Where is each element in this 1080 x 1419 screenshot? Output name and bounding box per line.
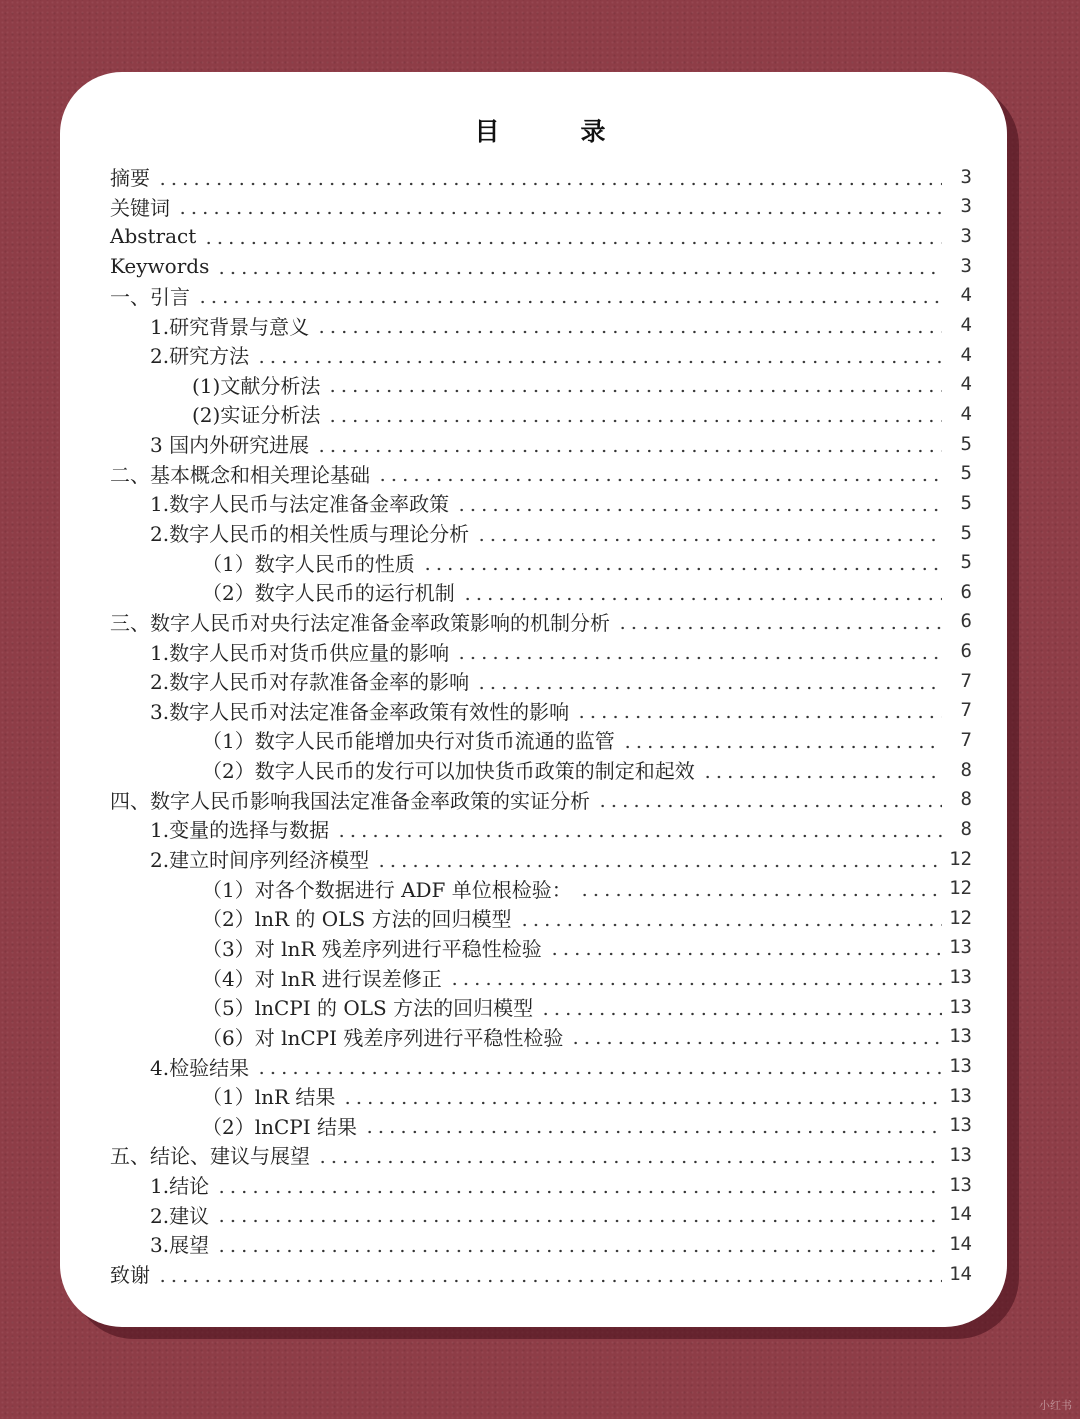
- toc-entry-page-number: 8: [960, 817, 972, 840]
- dot-leader: [619, 729, 942, 751]
- table-of-contents: [110, 162, 972, 1288]
- toc-entry[interactable]: [110, 1140, 972, 1170]
- dot-leader: [576, 877, 942, 899]
- toc-entry-page-number: 4: [960, 314, 972, 337]
- toc-entry-page-number: 13: [949, 1084, 972, 1107]
- dot-leader: [313, 314, 942, 336]
- toc-entry-page-number: 6: [960, 640, 972, 663]
- toc-entry-page-number: 13: [949, 966, 972, 989]
- toc-entry[interactable]: [110, 1199, 972, 1229]
- toc-entry-page-number: 13: [949, 1143, 972, 1166]
- toc-entry-label: （2）lnCPI 结果: [202, 1111, 361, 1140]
- dot-leader: [174, 195, 942, 217]
- toc-entry-page-number: 4: [960, 343, 972, 366]
- toc-entry-page-number: 13: [949, 1114, 972, 1137]
- toc-entry-page-number: 12: [949, 877, 972, 900]
- toc-entry-label: Keywords: [110, 254, 213, 278]
- toc-entry[interactable]: [110, 784, 972, 814]
- toc-entry-label: 2.数字人民币的相关性质与理论分析: [150, 518, 473, 547]
- toc-entry-page-number: 5: [960, 491, 972, 514]
- dot-leader: [154, 166, 942, 188]
- toc-entry-label: (1)文献分析法: [192, 370, 324, 399]
- toc-entry[interactable]: [110, 1051, 972, 1081]
- toc-entry-page-number: 4: [960, 373, 972, 396]
- toc-entry[interactable]: [110, 221, 972, 251]
- toc-entry-label: （1）lnR 结果: [202, 1081, 339, 1110]
- toc-entry-page-number: 3: [960, 195, 972, 218]
- toc-entry[interactable]: [110, 518, 972, 548]
- toc-entry[interactable]: [110, 636, 972, 666]
- dot-leader: [154, 1263, 942, 1285]
- dot-leader: [594, 788, 942, 810]
- toc-entry-label: 摘要: [110, 162, 154, 191]
- toc-entry-label: Abstract: [110, 224, 200, 248]
- toc-entry-label: 五、结论、建议与展望: [110, 1140, 314, 1169]
- toc-entry-label: 3 国内外研究进展: [150, 429, 313, 458]
- toc-entry[interactable]: [110, 1022, 972, 1052]
- dot-leader: [699, 759, 942, 781]
- toc-entry[interactable]: [110, 666, 972, 696]
- toc-entry-label: 1.研究背景与意义: [150, 311, 313, 340]
- toc-entry-label: 3.展望: [150, 1229, 213, 1258]
- toc-entry[interactable]: [110, 399, 972, 429]
- toc-entry-page-number: 13: [949, 936, 972, 959]
- toc-entry[interactable]: [110, 696, 972, 726]
- toc-entry[interactable]: [110, 962, 972, 992]
- toc-entry[interactable]: [110, 1081, 972, 1111]
- toc-entry-label: （1）对各个数据进行 ADF 单位根检验：: [202, 874, 576, 903]
- toc-entry-page-number: 13: [949, 995, 972, 1018]
- toc-entry-label: 4.检验结果: [150, 1052, 253, 1081]
- toc-entry-page-number: 13: [949, 1025, 972, 1048]
- toc-entry-label: 四、数字人民币影响我国法定准备金率政策的实证分析: [110, 785, 594, 814]
- toc-entry-label: （5）lnCPI 的 OLS 方法的回归模型: [202, 992, 537, 1021]
- dot-leader: [194, 284, 942, 306]
- dot-leader: [374, 462, 942, 484]
- toc-entry[interactable]: [110, 1259, 972, 1289]
- toc-entry-page-number: 5: [960, 551, 972, 574]
- toc-entry-page-number: 8: [960, 758, 972, 781]
- toc-entry-page-number: 3: [960, 225, 972, 248]
- toc-entry-page-number: 14: [949, 1232, 972, 1255]
- dot-leader: [537, 996, 942, 1018]
- toc-entry[interactable]: [110, 725, 972, 755]
- dot-leader: [339, 1085, 942, 1107]
- toc-entry-label: （1）数字人民币的性质: [202, 548, 419, 577]
- toc-entry-page-number: 12: [949, 847, 972, 870]
- dot-leader: [373, 848, 942, 870]
- dot-leader: [419, 551, 942, 573]
- toc-entry-label: 二、基本概念和相关理论基础: [110, 459, 374, 488]
- toc-entry-label: 2.数字人民币对存款准备金率的影响: [150, 666, 473, 695]
- toc-entry-label: 2.建议: [150, 1200, 213, 1229]
- toc-entry[interactable]: [110, 903, 972, 933]
- toc-entry-label: 3.数字人民币对法定准备金率政策有效性的影响: [150, 696, 573, 725]
- toc-entry-label: 三、数字人民币对央行法定准备金率政策影响的机制分析: [110, 607, 614, 636]
- dot-leader: [333, 818, 942, 840]
- toc-entry-label: 1.结论: [150, 1170, 213, 1199]
- dot-leader: [213, 1233, 942, 1255]
- dot-leader: [324, 373, 942, 395]
- toc-entry[interactable]: [110, 577, 972, 607]
- toc-entry[interactable]: [110, 1229, 972, 1259]
- toc-entry-page-number: 12: [949, 906, 972, 929]
- toc-entry-page-number: 3: [960, 165, 972, 188]
- toc-entry[interactable]: [110, 458, 972, 488]
- toc-entry-page-number: 13: [949, 1055, 972, 1078]
- dot-leader: [253, 344, 942, 366]
- page-title: 目 录: [474, 117, 634, 146]
- toc-entry[interactable]: [110, 992, 972, 1022]
- watermark: 小红书: [1039, 1399, 1072, 1412]
- toc-entry[interactable]: [110, 933, 972, 963]
- dot-leader: [213, 1174, 942, 1196]
- toc-entry-label: （1）数字人民币能增加央行对货币流通的监管: [202, 725, 619, 754]
- toc-entry-page-number: 7: [960, 728, 972, 751]
- toc-entry-label: （3）对 lnR 残差序列进行平稳性检验: [202, 933, 546, 962]
- toc-entry-label: （2）数字人民币的运行机制: [202, 577, 459, 606]
- toc-entry-page-number: 6: [960, 610, 972, 633]
- toc-entry-label: 一、引言: [110, 281, 194, 310]
- toc-entry-label: 2.研究方法: [150, 340, 253, 369]
- dot-leader: [573, 699, 942, 721]
- toc-entry-page-number: 5: [960, 521, 972, 544]
- toc-entry-label: （2）数字人民币的发行可以加快货币政策的制定和起效: [202, 755, 699, 784]
- toc-entry-page-number: 13: [949, 1173, 972, 1196]
- dot-leader: [516, 907, 942, 929]
- dot-leader: [473, 670, 942, 692]
- document-card: [60, 72, 1007, 1327]
- dot-leader: [473, 522, 942, 544]
- dot-leader: [446, 966, 942, 988]
- toc-entry-label: (2)实证分析法: [192, 399, 324, 428]
- toc-entry[interactable]: [110, 488, 972, 518]
- toc-entry[interactable]: [110, 1170, 972, 1200]
- toc-entry-page-number: 4: [960, 284, 972, 307]
- toc-entry-page-number: 5: [960, 462, 972, 485]
- toc-entry-label: （4）对 lnR 进行误差修正: [202, 963, 446, 992]
- toc-entry[interactable]: [110, 281, 972, 311]
- dot-leader: [614, 610, 942, 632]
- dot-leader: [200, 225, 942, 247]
- toc-entry[interactable]: [110, 873, 972, 903]
- toc-entry[interactable]: [110, 755, 972, 785]
- toc-entry[interactable]: [110, 547, 972, 577]
- toc-entry-page-number: 6: [960, 580, 972, 603]
- toc-entry-page-number: 8: [960, 788, 972, 811]
- toc-entry[interactable]: [110, 310, 972, 340]
- toc-entry[interactable]: [110, 844, 972, 874]
- dot-leader: [314, 1144, 942, 1166]
- dot-leader: [567, 1025, 942, 1047]
- toc-entry[interactable]: [110, 1111, 972, 1141]
- toc-entry-label: 1.数字人民币对货币供应量的影响: [150, 637, 453, 666]
- toc-entry-page-number: 7: [960, 699, 972, 722]
- toc-entry-label: 致谢: [110, 1259, 154, 1288]
- toc-entry-label: 2.建立时间序列经济模型: [150, 844, 373, 873]
- toc-entry[interactable]: [110, 162, 972, 192]
- toc-entry-page-number: 14: [949, 1262, 972, 1285]
- toc-entry-label: （6）对 lnCPI 残差序列进行平稳性检验: [202, 1022, 567, 1051]
- toc-entry[interactable]: [110, 340, 972, 370]
- dot-leader: [453, 640, 942, 662]
- toc-entry-page-number: 4: [960, 402, 972, 425]
- dot-leader: [546, 936, 942, 958]
- toc-entry-label: 1.变量的选择与数据: [150, 814, 333, 843]
- toc-entry[interactable]: [110, 607, 972, 637]
- dot-leader: [213, 1203, 942, 1225]
- toc-entry-page-number: 14: [949, 1203, 972, 1226]
- dot-leader: [361, 1114, 942, 1136]
- toc-entry-page-number: 7: [960, 669, 972, 692]
- dot-leader: [253, 1055, 942, 1077]
- toc-entry-page-number: 5: [960, 432, 972, 455]
- toc-entry[interactable]: [110, 369, 972, 399]
- dot-leader: [453, 492, 942, 514]
- toc-entry[interactable]: [110, 192, 972, 222]
- toc-entry[interactable]: [110, 814, 972, 844]
- dot-leader: [324, 403, 942, 425]
- dot-leader: [313, 433, 942, 455]
- toc-entry[interactable]: [110, 429, 972, 459]
- toc-entry-label: 关键词: [110, 192, 174, 221]
- dot-leader: [213, 255, 942, 277]
- toc-entry[interactable]: [110, 251, 972, 281]
- toc-entry-page-number: 3: [960, 254, 972, 277]
- toc-entry-label: （2）lnR 的 OLS 方法的回归模型: [202, 903, 516, 932]
- toc-entry-label: 1.数字人民币与法定准备金率政策: [150, 488, 453, 517]
- dot-leader: [459, 581, 942, 603]
